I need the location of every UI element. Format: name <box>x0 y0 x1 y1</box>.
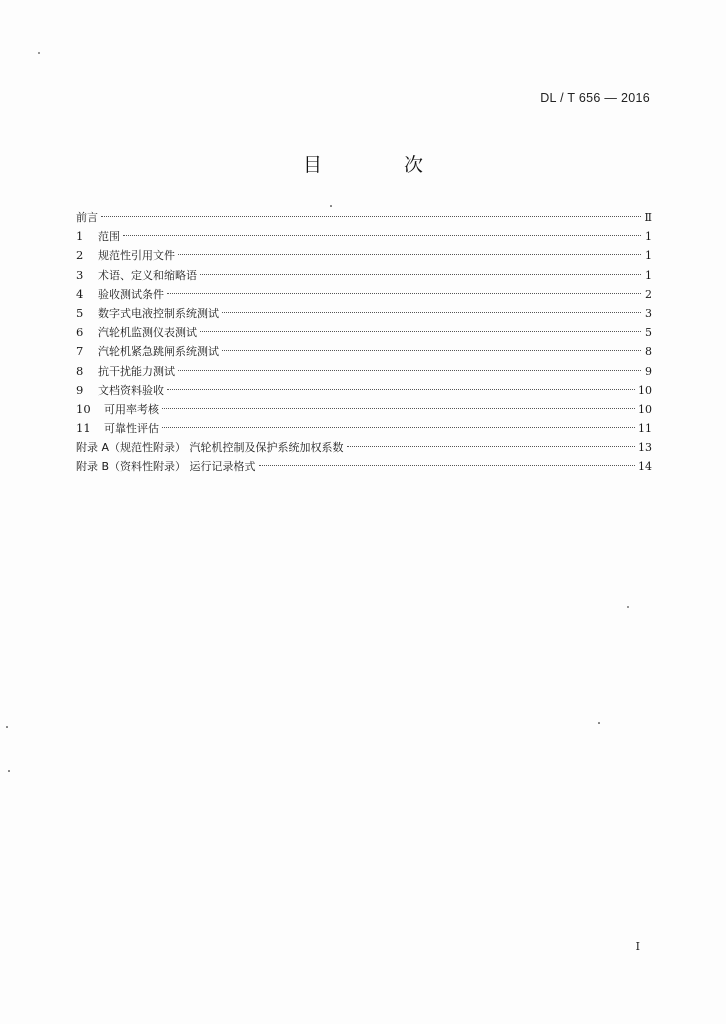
toc-leader-dots <box>200 331 641 332</box>
toc-leader-dots <box>123 235 641 236</box>
toc-leader-dots <box>347 446 635 447</box>
toc-entry-page: Ⅱ <box>644 211 652 224</box>
toc-entry-page: 1 <box>645 249 652 263</box>
toc-entry-title: 术语、定义和缩略语 <box>98 268 197 282</box>
page-title: 目 次 <box>302 154 462 176</box>
toc-entry-number: 6 <box>76 325 84 340</box>
toc-entry-title: 汽轮机监测仪表测试 <box>98 326 197 340</box>
toc-entry-page: 8 <box>645 345 652 359</box>
toc-leader-dots <box>259 465 635 466</box>
toc-entry-page: 3 <box>645 306 652 320</box>
toc-entry-number: 10 <box>76 401 91 416</box>
toc-entry <box>76 438 652 457</box>
toc-entry <box>76 246 652 265</box>
toc-leader-dots <box>167 389 635 390</box>
toc-entry-title: 文档资料验收 <box>98 383 164 397</box>
toc-entry <box>76 400 652 419</box>
toc-entry-title: 汽轮机紧急跳闸系统测试 <box>98 345 219 359</box>
toc-leader-dots <box>178 370 641 371</box>
toc-entry-page: 10 <box>638 402 652 416</box>
toc-leader-dots <box>167 293 641 294</box>
toc-leader-dots <box>162 427 635 428</box>
scan-speck <box>38 52 40 54</box>
toc-leader-dots <box>101 216 641 217</box>
toc-entry-page: 5 <box>645 326 652 340</box>
toc-leader-dots <box>222 312 641 313</box>
toc-entry-number: 9 <box>76 382 84 397</box>
toc-entry-number: 11 <box>76 421 91 436</box>
toc-entry <box>76 323 652 342</box>
toc-entry <box>76 208 652 227</box>
scan-speck <box>598 722 600 724</box>
toc-entry-page: 13 <box>638 441 652 455</box>
toc-entry <box>76 227 652 246</box>
toc-entry-title: 范围 <box>98 230 120 244</box>
toc-entry-number: 8 <box>76 363 84 378</box>
toc-entry-number: 2 <box>76 248 84 263</box>
toc-entry-title: 可用率考核 <box>104 402 159 416</box>
scan-speck <box>6 726 8 728</box>
toc-entry-page: 1 <box>645 268 652 282</box>
toc-entry-page: 9 <box>645 364 652 378</box>
standard-code: DL / T 656 — 2016 <box>540 91 650 105</box>
toc-entry-number: 1 <box>76 229 84 244</box>
table-of-contents <box>76 208 652 477</box>
toc-leader-dots <box>200 274 641 275</box>
toc-entry-number: 3 <box>76 267 84 282</box>
toc-entry-title: 可靠性评估 <box>104 422 159 436</box>
toc-entry-number: 7 <box>76 344 84 359</box>
toc-entry-title: 附录 B（资料性附录） 运行记录格式 <box>76 460 256 474</box>
toc-entry-title: 规范性引用文件 <box>98 249 175 263</box>
toc-entry <box>76 342 652 361</box>
toc-entry-page: 1 <box>645 230 652 244</box>
toc-entry-title: 验收测试条件 <box>98 287 164 301</box>
toc-entry <box>76 304 652 323</box>
toc-entry-number: 5 <box>76 305 84 320</box>
toc-entry-number: 4 <box>76 286 84 301</box>
toc-entry-page: 11 <box>638 422 652 436</box>
toc-entry <box>76 285 652 304</box>
scan-speck <box>8 770 10 772</box>
toc-entry-title: 附录 A（规范性附录） 汽轮机控制及保护系统加权系数 <box>76 441 344 455</box>
toc-entry-title: 前言 <box>76 211 98 224</box>
toc-entry <box>76 362 652 381</box>
toc-leader-dots <box>162 408 635 409</box>
toc-entry-title: 数字式电液控制系统测试 <box>98 306 219 320</box>
toc-entry-title: 抗干扰能力测试 <box>98 364 175 378</box>
toc-leader-dots <box>222 350 641 351</box>
toc-entry-page: 14 <box>638 460 652 474</box>
toc-leader-dots <box>178 254 641 255</box>
toc-entry <box>76 457 652 476</box>
toc-entry <box>76 266 652 285</box>
toc-entry <box>76 419 652 438</box>
scan-speck <box>330 205 332 207</box>
toc-entry-page: 10 <box>638 383 652 397</box>
toc-entry <box>76 381 652 400</box>
toc-entry-page: 2 <box>645 287 652 301</box>
scan-speck <box>627 606 629 608</box>
page-number: I <box>635 940 640 953</box>
